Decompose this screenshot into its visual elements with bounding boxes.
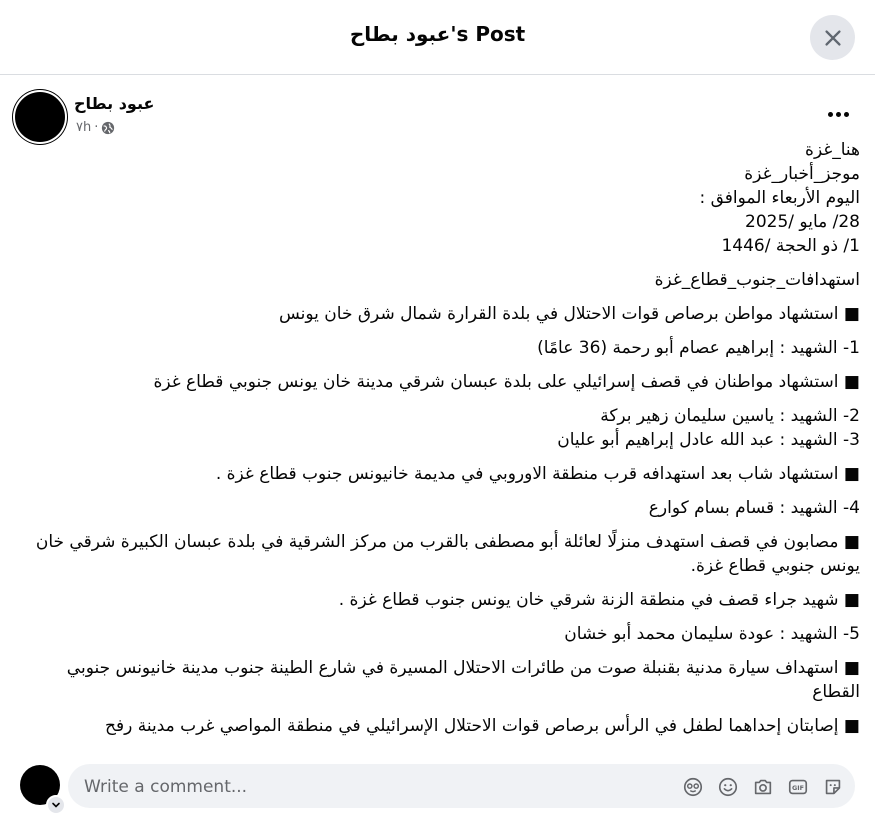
globe-icon — [101, 121, 115, 135]
comment-box[interactable] — [68, 764, 855, 808]
news-item: ■ استشهاد مواطن برصاص قوات الاحتلال في بلدة القرارة شمال شرق خان يونس — [278, 304, 860, 324]
close-icon — [822, 27, 844, 49]
author-name[interactable]: عبود بطاح — [74, 94, 155, 113]
post-line: 28/ مايو /2025 — [745, 212, 860, 232]
svg-text:GIF: GIF — [791, 783, 804, 792]
martyr-line: 3- الشهيد : عبد الله عادل إبراهيم أبو عليان — [557, 430, 860, 450]
dialog-title: عبود بطاح's Post — [349, 22, 526, 46]
section-heading: استهدافات_جنوب_قطاع_غزة — [654, 270, 860, 290]
news-item: ■ شهيد جراء قصف في منطقة الزنة شرقي خان يونس جنوب قطاع غزة . — [338, 590, 860, 610]
gif-button[interactable] — [785, 774, 810, 799]
martyr-line: 2- الشهيد : ياسين سليمان زهير بركة — [600, 406, 860, 426]
comment-composer — [0, 744, 875, 832]
post-meta — [76, 120, 115, 135]
post-body — [15, 138, 860, 738]
news-item: ■ استشهاد مواطنان في قصف إسرائيلي على بلدة عبسان شرقي مدينة خان يونس جنوبي قطاع غزة — [153, 372, 860, 392]
emoji-button[interactable] — [715, 774, 740, 799]
post-time[interactable]: ٧h — [76, 120, 92, 135]
news-item: ■ مصابون في قصف استهدف منزلًا لعائلة أبو مصطفى بالقرب من مركز الشرقية في بلدة عبسان الكبيرة شرقي خان يونس جنوبي قطاع غزة. — [35, 532, 860, 576]
more-options-icon — [828, 112, 833, 117]
martyr-line: 4- الشهيد : قسام بسام كوارع — [648, 498, 860, 518]
sticker-button[interactable] — [820, 774, 845, 799]
more-options-button[interactable] — [822, 102, 854, 126]
avatar-sticker-button[interactable] — [680, 774, 705, 799]
author-avatar[interactable] — [15, 92, 65, 142]
chevron-down-icon — [51, 800, 61, 810]
camera-button[interactable] — [750, 774, 775, 799]
post-line: اليوم الأربعاء الموافق : — [699, 188, 860, 208]
camera-icon — [752, 776, 774, 798]
martyr-line: 5- الشهيد : عودة سليمان محمد أبو خشان — [564, 624, 860, 644]
news-item: ■ استهداف سيارة مدنية بقنبلة صوت من طائرات الاحتلال المسيرة في شارع الطينة جنوب مدينة خانيونس جنوبي القطاع — [66, 658, 860, 702]
emoji-icon — [717, 776, 739, 798]
close-button[interactable] — [810, 15, 855, 60]
news-item: ■ استشهاد شاب بعد استهدافه قرب منطقة الاوروبي في مديمة خانيونس جنوب قطاع غزة . — [215, 464, 860, 484]
post-line: 1/ ذو الحجة /1446 — [721, 236, 860, 256]
dialog-header — [0, 0, 875, 75]
meta-separator: · — [94, 120, 99, 135]
post-line: موجز_أخبار_غزة — [744, 164, 860, 184]
avatar-sticker-icon — [682, 776, 704, 798]
martyr-line: 1- الشهيد : إبراهيم عصام أبو رحمة (36 عامًا) — [537, 338, 860, 358]
account-switcher[interactable] — [46, 795, 66, 815]
post-line: هنا_غزة — [805, 140, 860, 160]
comment-input[interactable] — [82, 764, 646, 810]
sticker-icon — [822, 776, 844, 798]
gif-icon — [787, 776, 809, 798]
comment-tools — [680, 774, 845, 799]
news-item: ■ إصابتان إحداهما لطفل في الرأس برصاص قوات الاحتلال الإسرائيلي في منطقة المواصي غرب مدينة رفح — [105, 716, 860, 736]
post — [0, 76, 875, 744]
